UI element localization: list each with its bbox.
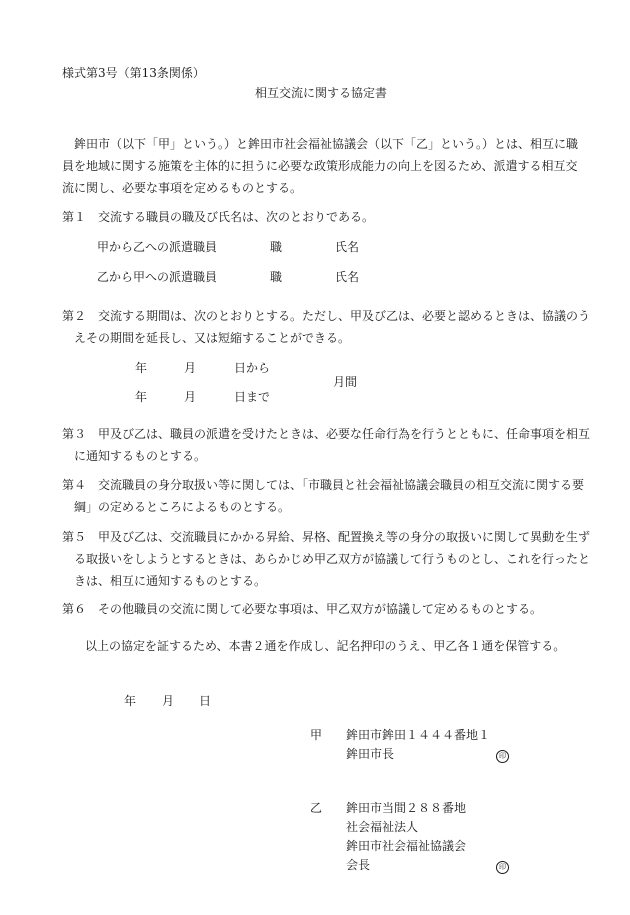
period-end-year: 年 xyxy=(135,390,148,404)
party-a-signer: 鉾田市長 xyxy=(346,747,395,761)
party-b-seal xyxy=(496,856,509,875)
party-b-org: 鉾田市社会福祉協議会 xyxy=(346,839,467,853)
dispatch-a-to-b-name: 氏名 xyxy=(335,240,360,254)
dispatch-b-to-a-name: 氏名 xyxy=(335,270,360,284)
article-2: 第２ 交流する期間は、次のとおりとする。ただし、甲及び乙は、必要と認めるときは、協議のうえその期間を延長し、又は短縮することができる。 xyxy=(62,309,591,345)
preamble: 鉾田市（以下「甲」という。）と鉾田市社会福祉協議会（以下「乙」という。）とは、相互に職員を地域に関する施策を主体的に担うに必要な政策形成能力の向上を図るため、派遣する相互交流に関し、必要な事項を定めるものとする。 xyxy=(62,137,579,195)
article-5: 第５ 甲及び乙は、交流職員にかかる昇給、昇格、配置換え等の身分の取扱いに関して異動を生ずる取扱いをしようとするときは、あらかじめ甲乙双方が協議して行うものとし、これを行ったときは、相互に通知するものとする。 xyxy=(62,530,591,588)
party-a-label: 甲 xyxy=(310,728,323,742)
period-start-year: 年 xyxy=(135,361,148,375)
period-months: 月間 xyxy=(333,375,358,389)
period-start-month: 月 xyxy=(184,361,197,375)
date-month: 月 xyxy=(162,694,175,708)
party-b-org-type: 社会福祉法人 xyxy=(346,820,419,834)
dispatch-b-to-a-label: 乙から甲への派遣職員 xyxy=(97,270,218,284)
closing-statement: 以上の協定を証するため、本書２通を作成し、記名押印のうえ、甲乙各１通を保管する。 xyxy=(85,639,566,653)
party-a-address: 鉾田市鉾田１４４４番地１ xyxy=(346,728,491,742)
article-1: 第１ 交流する職員の職及び氏名は、次のとおりである。 xyxy=(62,210,375,224)
party-b-seal-mark: 印 xyxy=(496,861,509,874)
dispatch-a-to-b-label: 甲から乙への派遣職員 xyxy=(97,240,218,254)
party-a-seal xyxy=(496,745,509,764)
date-day: 日 xyxy=(199,694,212,708)
period-start-day: 日から xyxy=(234,361,271,375)
party-a-seal-mark: 印 xyxy=(496,750,509,763)
article-6: 第６ その他職員の交流に関して必要な事項は、甲乙双方が協議して定めるものとする。 xyxy=(62,602,543,616)
form-number: 様式第3号（第13条関係） xyxy=(62,66,205,80)
date-year: 年 xyxy=(124,694,137,708)
dispatch-b-to-a-title: 職 xyxy=(270,270,283,284)
party-b-signer: 会長 xyxy=(346,858,371,872)
dispatch-a-to-b-title: 職 xyxy=(270,240,283,254)
article-3: 第３ 甲及び乙は、職員の派遣を受けたときは、必要な任命行為を行うとともに、任命事項を相互に通知するものとする。 xyxy=(62,427,591,463)
period-end-day: 日まで xyxy=(234,390,271,404)
document-title: 相互交流に関する協定書 xyxy=(255,86,388,100)
party-b-address: 鉾田市当間２８８番地 xyxy=(346,801,467,815)
period-end-month: 月 xyxy=(184,390,197,404)
party-b-label: 乙 xyxy=(310,801,323,815)
article-4: 第４ 交流職員の身分取扱い等に関しては、「市職員と社会福祉協議会職員の相互交流に関する要綱」の定めるところによるものとする。 xyxy=(62,478,585,514)
